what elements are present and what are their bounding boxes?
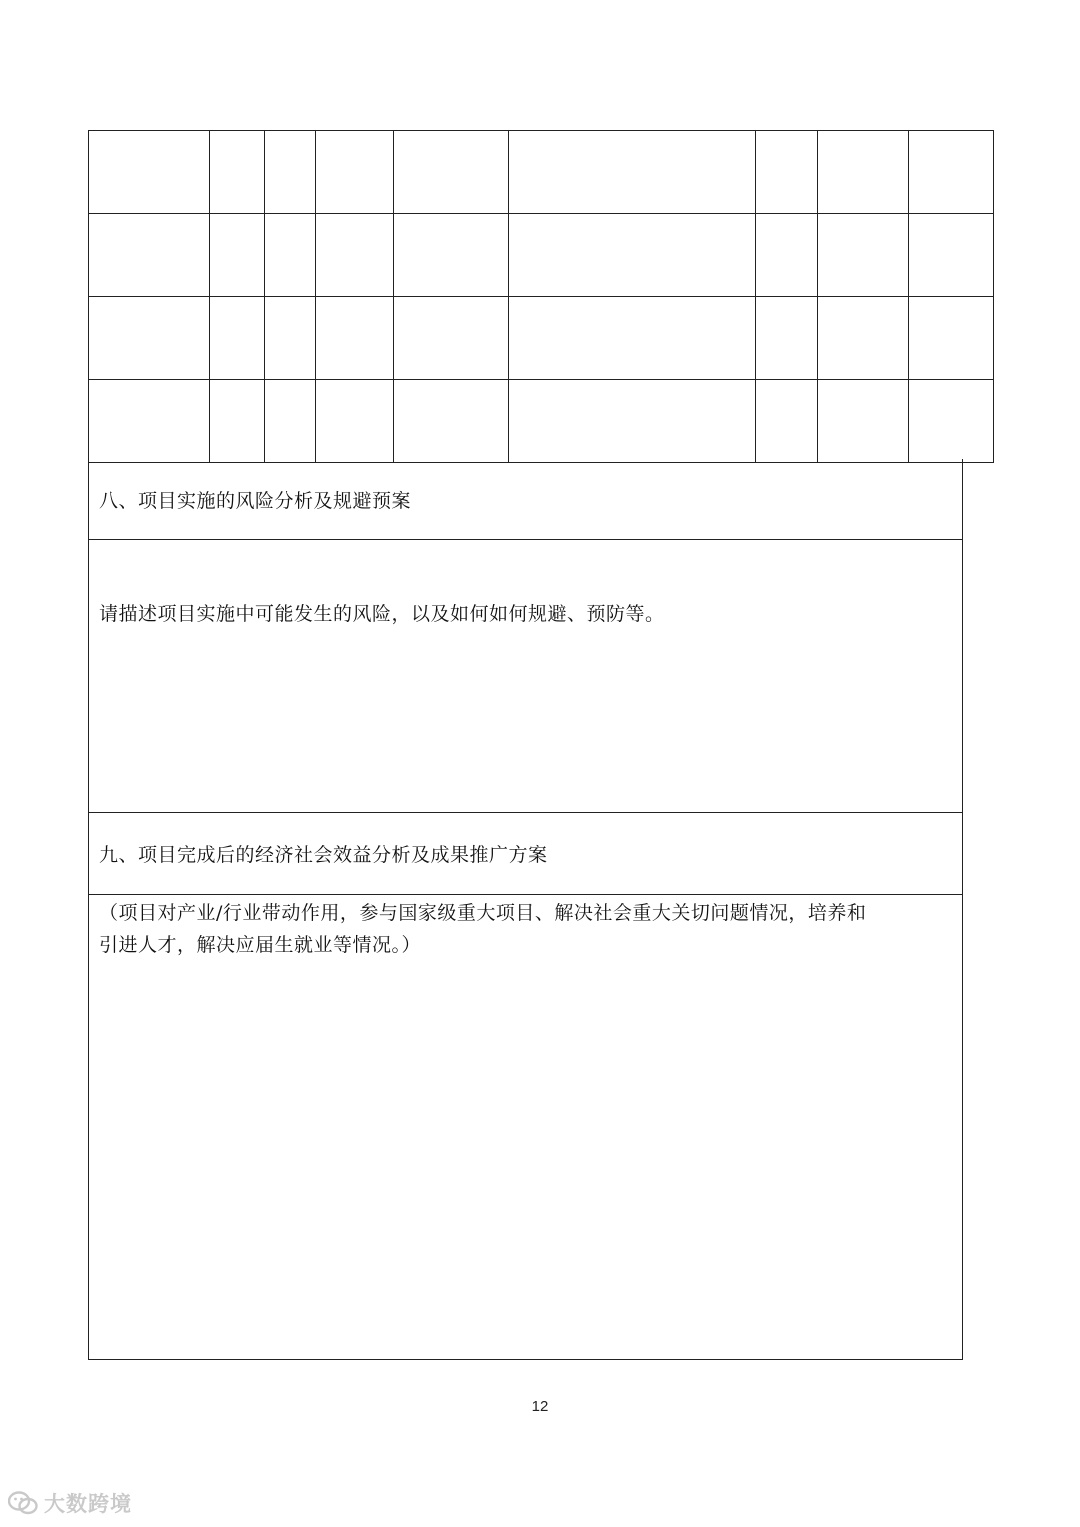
table-cell[interactable] xyxy=(509,380,756,463)
table-cell[interactable] xyxy=(265,380,316,463)
table-cell[interactable] xyxy=(316,214,394,297)
table-cell[interactable] xyxy=(818,131,909,214)
table-cell[interactable] xyxy=(818,297,909,380)
watermark-text: 大数跨境 xyxy=(44,1492,132,1516)
table-row xyxy=(89,297,994,380)
table-cell[interactable] xyxy=(89,214,210,297)
table-cell[interactable] xyxy=(210,297,265,380)
section-instruction-line: 引进人才，解决应届生就业等情况。） xyxy=(99,934,422,956)
section-body[interactable] xyxy=(89,540,962,629)
section-benefit-analysis xyxy=(88,813,963,1360)
table-cell[interactable] xyxy=(818,214,909,297)
table-cell[interactable] xyxy=(909,297,994,380)
section-heading-text: 八、项目实施的风险分析及规避预案 xyxy=(99,489,412,512)
table-cell[interactable] xyxy=(89,131,210,214)
table-cell[interactable] xyxy=(316,297,394,380)
section-instruction-line: （项目对产业/行业带动作用，参与国家级重大项目、解决社会重大关切问题情况，培养和 xyxy=(99,902,867,924)
table-cell[interactable] xyxy=(509,131,756,214)
table-cell[interactable] xyxy=(756,214,818,297)
page-number: 12 xyxy=(531,1398,549,1415)
table-row xyxy=(89,131,994,214)
section-heading-text: 九、项目完成后的经济社会效益分析及成果推广方案 xyxy=(99,844,548,866)
table-cell[interactable] xyxy=(909,380,994,463)
section-heading xyxy=(89,813,962,895)
table-cell[interactable] xyxy=(394,380,509,463)
section-heading xyxy=(89,459,962,540)
wechat-logo-icon xyxy=(8,1490,38,1516)
table-cell[interactable] xyxy=(394,297,509,380)
table-cell[interactable] xyxy=(756,297,818,380)
table-cell[interactable] xyxy=(756,380,818,463)
table-cell[interactable] xyxy=(265,214,316,297)
table-cell[interactable] xyxy=(210,131,265,214)
section-body[interactable] xyxy=(89,895,962,961)
table-cell[interactable] xyxy=(316,131,394,214)
table-cell[interactable] xyxy=(909,214,994,297)
table-cell[interactable] xyxy=(509,214,756,297)
table-cell[interactable] xyxy=(818,380,909,463)
form-table xyxy=(88,130,994,463)
table-cell[interactable] xyxy=(756,131,818,214)
table-cell[interactable] xyxy=(509,297,756,380)
table-cell[interactable] xyxy=(394,214,509,297)
table-cell[interactable] xyxy=(265,131,316,214)
table-cell[interactable] xyxy=(909,131,994,214)
watermark xyxy=(8,1488,132,1518)
table-cell[interactable] xyxy=(89,297,210,380)
section-risk-analysis xyxy=(88,459,963,813)
table-row xyxy=(89,380,994,463)
table-cell[interactable] xyxy=(210,214,265,297)
table-cell[interactable] xyxy=(316,380,394,463)
table-cell[interactable] xyxy=(210,380,265,463)
table-row xyxy=(89,214,994,297)
table-cell[interactable] xyxy=(89,380,210,463)
table-cell[interactable] xyxy=(394,131,509,214)
section-instruction-text: 请描述项目实施中可能发生的风险，以及如何如何规避、预防等。 xyxy=(99,603,665,625)
table-cell[interactable] xyxy=(265,297,316,380)
